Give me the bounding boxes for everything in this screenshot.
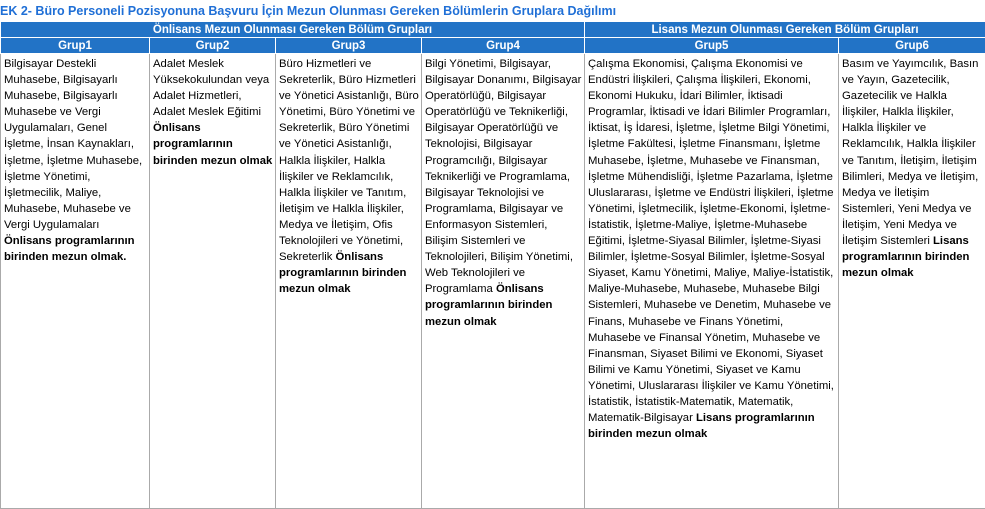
group1-requirement: Önlisans programlarının birinden mezun olmak. [4,235,135,263]
group4-requirement: Önlisans programlarının birinden mezun olmak [425,283,552,327]
group2-cell [150,54,276,509]
group6-cell [839,54,985,509]
group3-requirement: Önlisans programlarının birinden mezun olmak [279,251,406,295]
group4-cell [422,54,585,509]
group3-header: Grup3 [276,38,422,54]
group5-requirement: Lisans programlarının birinden mezun olmak [588,412,815,440]
group4-departments: Bilgi Yönetimi, Bilgisayar, Bilgisayar Donanımı, Bilgisayar Operatörlüğü, Bilgisayar Operatörlüğü ve Teknikerliği, Bilgisayar Operatörlüğü ve Teknolojisi, Bilgisayar Programcılığı, Bilgisayar Teknikerliği ve Programlama, Bilgisayar Teknolojisi ve Programlama, Bilgisayar ve Enformasyon Sistemleri, Bilişim Sistemleri ve Teknolojileri, Bilişim Yönetimi, Web Teknolojileri ve Programlama [425,58,581,295]
group2-header: Grup2 [150,38,276,54]
group5-header: Grup5 [585,38,839,54]
group6-departments: Basım ve Yayımcılık, Basın ve Yayın, Gazetecilik, Gazetecilik ve Halkla İlişkiler, Halkla İlişkiler, Halkla İlişkiler ve Reklamcılık, Halkla İlişkiler ve Tanıtım, İletişim, İletişim Bilimleri, Medya ve İletişim, Medya ve İletişim Sistemleri, Yeni Medya ve İletişim, Yeni Medya ve İletişim Sistemleri [842,58,978,247]
group5-cell [585,54,839,509]
department-groups-table [0,21,985,509]
group6-requirement: Lisans programlarının birinden mezun olmak [842,235,969,279]
group2-departments: Adalet Meslek Yüksekokulundan veya Adalet Hizmetleri, Adalet Meslek Eğitimi [153,58,269,118]
group-header-row [1,38,985,54]
group1-cell [1,54,150,509]
level-header-row [1,22,985,38]
lisans-group-header: Lisans Mezun Olunması Gereken Bölüm Grupları [585,22,985,38]
onlisans-group-header: Önlisans Mezun Olunması Gereken Bölüm Grupları [1,22,585,38]
group1-header: Grup1 [1,38,150,54]
group3-departments: Büro Hizmetleri ve Sekreterlik, Büro Hizmetleri ve Yönetici Asistanlığı, Büro Yönetimi, Büro Yönetimi ve Sekreterlik, Büro Yönetimi ve Yönetici Asistanlığı, Halkla İlişkiler, Halkla İlişkiler ve Reklamcılık, Halkla İlişkiler ve Tanıtım, İletişim ve Halkla İlişkiler, Medya ve İletişim, Ofis Teknolojileri ve Yönetimi, Sekreterlik [279,58,419,263]
group5-departments: Çalışma Ekonomisi, Çalışma Ekonomisi ve Endüstri İlişkileri, Çalışma İlişkileri, Ekonomi, Ekonomi Hukuku, İdari Bilimler, İktisadi Programlar, İktisadi ve İdari Bilimler Programları, İktisat, İş İdaresi, İşletme, İşletme Bilgi Yönetimi, İşletme Fakültesi, İşletme Finansmanı, İşletme Muhasebe, İşletme, Muhasebe ve Finansman, İşletme Mühendisliği, İşletme Pazarlama, İşletme Uluslararası, İşletme ve Endüstri İlişkileri, İşletme Yönetimi, İşletmecilik, İşletme-Ekonomi, İşletme-İstatistik, İşletme-Maliye, İşletme-Muhasebe Eğitimi, İşletme-Siyasal Bilimler, İşletme-Siyasi Bilimler, İşletme-Sosyal Bilimler, İşletme-Sosyal Siyaset, Kamu Yönetimi, Maliye, Maliye-İstatistik, Maliye-Muhasebe, Muhasebe, Muhasebe Bilgi Sistemleri, Muhasebe ve Denetim, Muhasebe ve Finans, Muhasebe ve Finans Yönetimi, Muhasebe ve Finansal Yönetim, Muhasebe ve Finansman, Siyaset Bilimi ve Ekonomi, Siyaset Bilimi ve Kamu Yönetimi, Siyaset ve Kamu Yönetimi, Uluslararası İlişkiler ve Kamu Yönetimi, İstatistik, İstatistik-Matematik, Matematik, Matematik-Bilgisayar [588,58,834,424]
group4-header: Grup4 [422,38,585,54]
document-title: EK 2- Büro Personeli Pozisyonuna Başvuru İçin Mezun Olunması Gereken Bölümlerin Gruplara Dağılımı [0,4,616,20]
group2-requirement: Önlisans programlarının birinden mezun olmak [153,122,272,166]
group1-departments: Bilgisayar Destekli Muhasebe, Bilgisayarlı Muhasebe, Bilgisayarlı Muhasebe ve Vergi Uygulamaları, Genel İşletme, İnsan Kaynakları, İşletme, İşletme Muhasebe, İşletme Yönetimi, İşletmecilik, Maliye, Muhasebe, Muhasebe ve Vergi Uygulamaları [4,58,142,231]
departments-row [1,54,985,509]
group6-header: Grup6 [839,38,985,54]
group3-cell [276,54,422,509]
